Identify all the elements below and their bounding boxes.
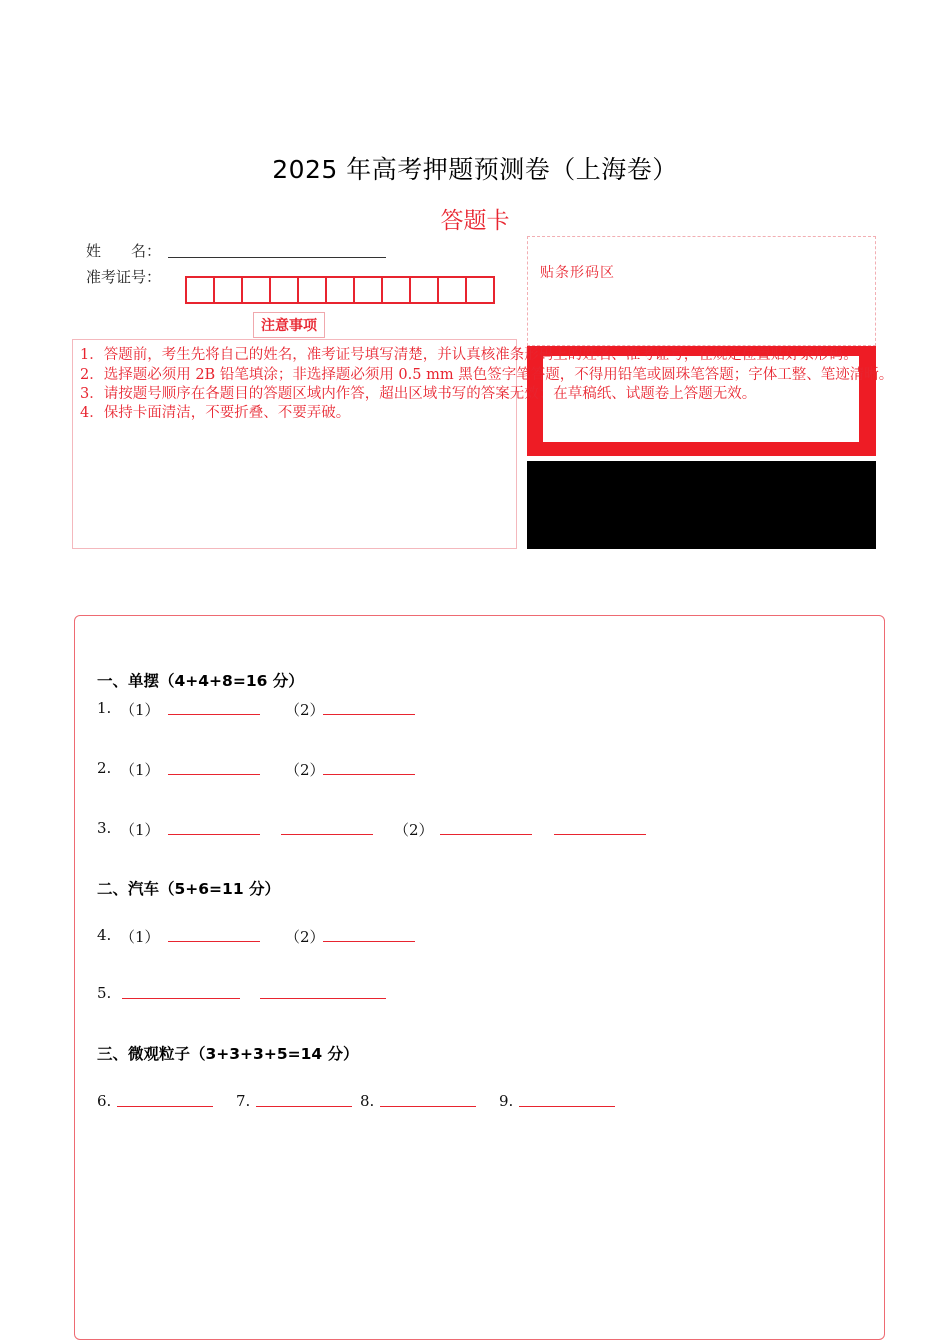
answer-blank[interactable] (168, 714, 260, 715)
part-label: （1） (120, 701, 160, 719)
answer-blank[interactable] (256, 1106, 352, 1107)
id-digit-box[interactable] (353, 276, 383, 304)
id-digit-box[interactable] (437, 276, 467, 304)
barcode-area (527, 236, 876, 346)
answer-blank[interactable] (440, 834, 532, 835)
page-title: 2025 年高考押题预测卷（上海卷） (272, 155, 678, 184)
answer-blank[interactable] (323, 941, 415, 942)
notice-title: 注意事项 (253, 312, 325, 338)
part-label: （2） (285, 761, 325, 779)
id-digit-box[interactable] (185, 276, 215, 304)
id-digit-box[interactable] (269, 276, 299, 304)
notice-rule-4: 4．保持卡面清洁，不要折叠、不要弄破。 (80, 405, 351, 421)
answer-blank[interactable] (260, 998, 386, 999)
question-number: 1. (97, 699, 112, 717)
part-label: （1） (120, 761, 160, 779)
answer-blank[interactable] (168, 774, 260, 775)
question-number: 6. (97, 1092, 112, 1110)
answer-blank[interactable] (281, 834, 373, 835)
section-2-title: 二、汽车（5+6=11 分） (97, 880, 281, 898)
answer-blank[interactable] (122, 998, 240, 999)
answer-sheet-subtitle: 答题卡 (440, 208, 510, 234)
question-number: 9. (499, 1092, 514, 1110)
answer-blank[interactable] (117, 1106, 213, 1107)
answer-blank[interactable] (323, 714, 415, 715)
notice-rule-2: 2．选择题必须用 2B 铅笔填涂；非选择题必须用 0.5 mm 黑色签字笔答题，不得用铅笔或圆珠笔答题；字体工整、笔迹清晰。 (80, 367, 894, 383)
id-digit-box[interactable] (213, 276, 243, 304)
id-digit-box[interactable] (241, 276, 271, 304)
id-digit-box[interactable] (409, 276, 439, 304)
part-label: （1） (120, 928, 160, 946)
black-mark-block (527, 461, 876, 549)
answer-blank[interactable] (519, 1106, 615, 1107)
answer-blank[interactable] (168, 834, 260, 835)
question-number: 8. (360, 1092, 375, 1110)
answer-blank[interactable] (323, 774, 415, 775)
id-digit-box[interactable] (381, 276, 411, 304)
answer-area (74, 615, 885, 1340)
id-digit-box[interactable] (297, 276, 327, 304)
notice-rule-1: 1．答题前，考生先将自己的姓名，准考证号填写清楚，并认真核准条形码上的姓名、准考证号，在规定位置贴好条形码。 (80, 347, 858, 363)
section-1-title: 一、单摆（4+4+8=16 分） (97, 672, 304, 690)
name-label: 姓 名： (86, 242, 162, 260)
question-number: 7. (236, 1092, 251, 1110)
answer-blank[interactable] (554, 834, 646, 835)
question-number: 4. (97, 926, 112, 944)
notice-rule-3: 3．请按题号顺序在各题目的答题区域内作答，超出区域书写的答案无效；在草稿纸、试题卷上答题无效。 (80, 386, 757, 402)
id-digit-box[interactable] (465, 276, 495, 304)
id-label: 准考证号： (86, 268, 162, 286)
part-label: （2） (285, 701, 325, 719)
name-field[interactable] (168, 257, 386, 258)
part-label: （2） (285, 928, 325, 946)
question-number: 3. (97, 819, 112, 837)
section-3-title: 三、微观粒子（3+3+3+5=14 分） (97, 1045, 359, 1063)
answer-blank[interactable] (380, 1106, 476, 1107)
answer-blank[interactable] (168, 941, 260, 942)
part-label: （1） (120, 821, 160, 839)
barcode-label: 贴条形码区 (540, 265, 615, 281)
part-label: （2） (394, 821, 434, 839)
id-digit-box[interactable] (325, 276, 355, 304)
question-number: 5. (97, 984, 112, 1002)
question-number: 2. (97, 759, 112, 777)
exam-id-boxes[interactable] (185, 276, 495, 304)
